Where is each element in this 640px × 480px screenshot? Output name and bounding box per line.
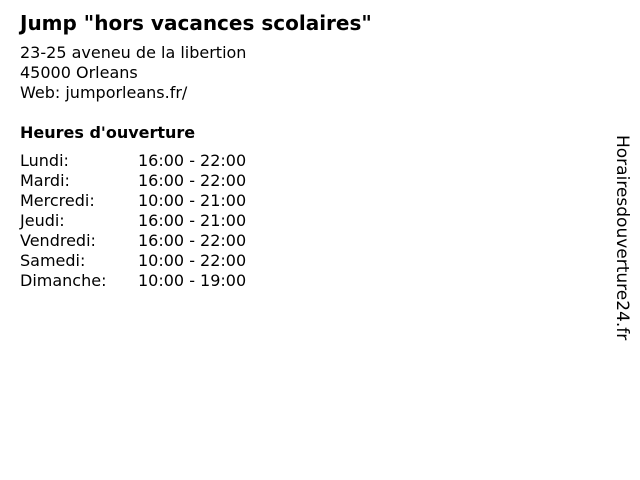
- hours-day: Dimanche:: [20, 271, 107, 290]
- address-city: 45000 Orleans: [20, 63, 138, 82]
- site-watermark: Horairesdouverture24.fr: [612, 135, 632, 341]
- hours-day: Mercredi:: [20, 191, 95, 210]
- hours-day: Vendredi:: [20, 231, 96, 250]
- hours-day: Mardi:: [20, 171, 70, 190]
- business-card: [20, 10, 590, 291]
- hours-day: Lundi:: [20, 151, 69, 170]
- hours-row-vendredi: [20, 231, 590, 251]
- opening-hours-heading: Heures d'ouverture: [20, 123, 196, 142]
- hours-time: 10:00 - 19:00: [138, 271, 247, 290]
- opening-hours-table: [20, 151, 590, 291]
- hours-row-mardi: [20, 171, 590, 191]
- business-address: [20, 43, 590, 103]
- hours-time: 16:00 - 22:00: [138, 231, 247, 250]
- hours-row-mercredi: [20, 191, 590, 211]
- hours-time: 16:00 - 22:00: [138, 151, 247, 170]
- hours-day: Samedi:: [20, 251, 86, 270]
- hours-row-jeudi: [20, 211, 590, 231]
- hours-row-dimanche: [20, 271, 590, 291]
- address-street: 23-25 aveneu de la libertion: [20, 43, 247, 62]
- website-link[interactable]: Web: jumporleans.fr/: [20, 83, 188, 102]
- hours-time: 16:00 - 21:00: [138, 211, 247, 230]
- hours-time: 10:00 - 22:00: [138, 251, 247, 270]
- business-name: Jump "hors vacances scolaires": [20, 11, 372, 35]
- hours-row-lundi: [20, 151, 590, 171]
- hours-time: 10:00 - 21:00: [138, 191, 247, 210]
- hours-row-samedi: [20, 251, 590, 271]
- hours-time: 16:00 - 22:00: [138, 171, 247, 190]
- hours-day: Jeudi:: [20, 211, 65, 230]
